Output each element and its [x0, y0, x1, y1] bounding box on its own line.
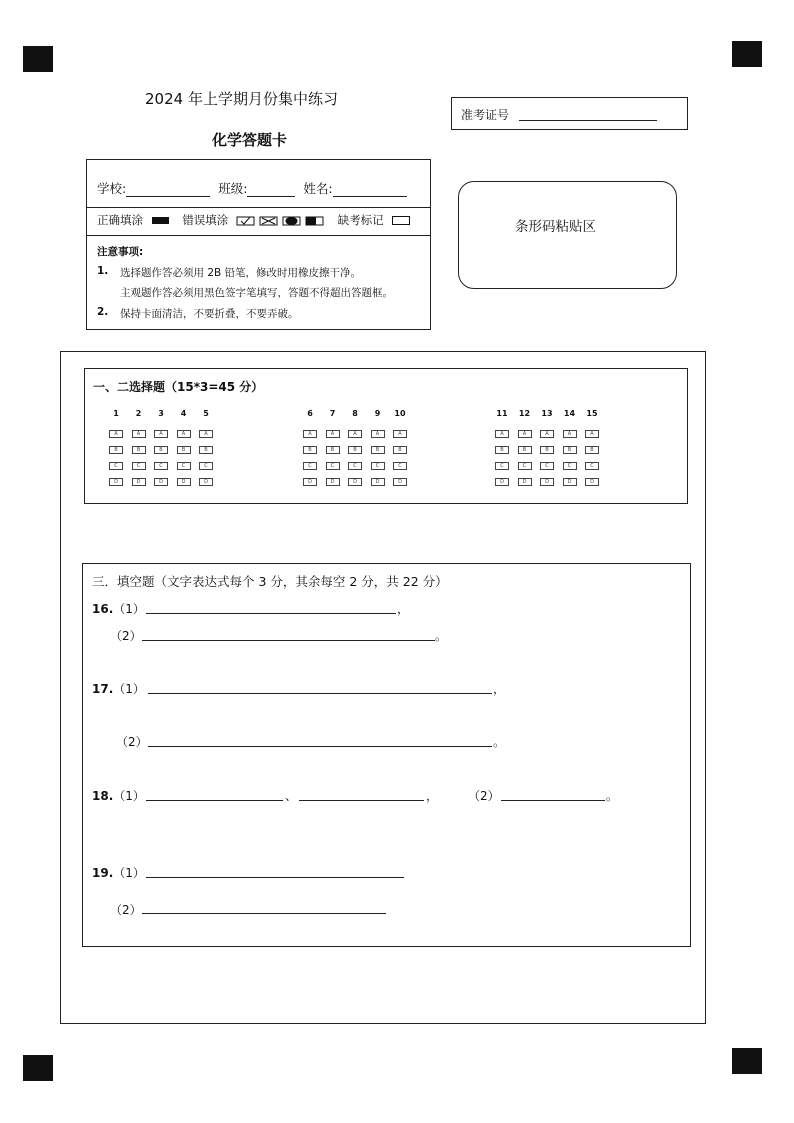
absent-mark-box[interactable]	[392, 216, 410, 225]
q17-part1-row	[92, 680, 145, 697]
option-bubble-q2-a[interactable]: A	[132, 430, 146, 438]
question-number-12: 12	[518, 409, 531, 418]
q19-part1-answer[interactable]	[146, 877, 404, 878]
option-bubble-q3-a[interactable]: A	[154, 430, 168, 438]
option-bubble-q2-d[interactable]: D	[132, 478, 146, 486]
q16-part2-row	[110, 627, 142, 644]
option-bubble-q1-d[interactable]: D	[109, 478, 123, 486]
q17-part2-answer[interactable]	[148, 746, 492, 747]
option-bubble-q4-d[interactable]: D	[177, 478, 191, 486]
option-bubble-q8-d[interactable]: D	[348, 478, 362, 486]
option-bubble-q15-a[interactable]: A	[585, 430, 599, 438]
option-bubble-q13-b[interactable]: B	[540, 446, 554, 454]
option-bubble-q1-a[interactable]: A	[109, 430, 123, 438]
q16-number: 16.	[92, 602, 114, 616]
option-bubble-q13-c[interactable]: C	[540, 462, 554, 470]
option-bubble-q6-a[interactable]: A	[303, 430, 317, 438]
q19-part1-row	[92, 864, 145, 881]
q17-number: 17.	[92, 682, 114, 696]
option-bubble-q9-a[interactable]: A	[371, 430, 385, 438]
q16-part2-label: （2）	[110, 629, 142, 643]
question-number-14: 14	[563, 409, 576, 418]
option-bubble-q14-b[interactable]: B	[563, 446, 577, 454]
q18-part2-period: 。	[606, 789, 619, 803]
q16-part1-answer[interactable]	[146, 613, 396, 614]
option-bubble-q12-a[interactable]: A	[518, 430, 532, 438]
option-bubble-q6-c[interactable]: C	[303, 462, 317, 470]
q16-part2-answer[interactable]	[142, 640, 435, 641]
option-bubble-q5-c[interactable]: C	[199, 462, 213, 470]
q16-part1-row	[92, 600, 145, 617]
option-bubble-q12-b[interactable]: B	[518, 446, 532, 454]
name-field[interactable]	[333, 182, 407, 197]
option-bubble-q15-d[interactable]: D	[585, 478, 599, 486]
question-number-5: 5	[203, 409, 209, 418]
option-bubble-q2-b[interactable]: B	[132, 446, 146, 454]
q17-part1-label: （1）	[113, 682, 145, 696]
corner-mark-top-right	[732, 41, 762, 67]
option-bubble-q3-b[interactable]: B	[154, 446, 168, 454]
absent-mark-label: 缺考标记	[337, 213, 384, 227]
question-number-10: 10	[394, 409, 406, 418]
option-bubble-q13-d[interactable]: D	[540, 478, 554, 486]
page-subtitle: 化学答题卡	[212, 131, 288, 149]
option-bubble-q7-a[interactable]: A	[326, 430, 340, 438]
q18-row	[92, 787, 145, 804]
q19-part2-answer[interactable]	[142, 913, 386, 914]
question-number-4: 4	[180, 409, 187, 418]
q16-part1-label: （1）	[113, 602, 145, 616]
page-title: 2024 年上学期月份集中练习	[145, 90, 338, 108]
q18-dun-mark: 、	[285, 789, 298, 803]
question-number-13: 13	[541, 409, 553, 418]
q18-part1-answer-a[interactable]	[146, 800, 283, 801]
q18-part1-comma: ，	[426, 789, 439, 803]
option-bubble-q4-a[interactable]: A	[177, 430, 191, 438]
q18-part1-label: （1）	[113, 789, 145, 803]
q18-part2-label: （2）	[468, 789, 500, 803]
option-bubble-q3-d[interactable]: D	[154, 478, 168, 486]
exam-id-field[interactable]	[519, 120, 657, 121]
option-bubble-q9-b[interactable]: B	[371, 446, 385, 454]
q17-part1-comma: ，	[493, 682, 506, 696]
option-bubble-q7-c[interactable]: C	[326, 462, 340, 470]
option-bubble-q5-d[interactable]: D	[199, 478, 213, 486]
class-label: 班级:	[218, 181, 248, 196]
option-bubble-q15-c[interactable]: C	[585, 462, 599, 470]
question-number-3: 3	[158, 409, 164, 418]
q17-part2-row	[116, 733, 148, 750]
correct-fill-label: 正确填涂	[97, 213, 143, 227]
option-bubble-q1-b[interactable]: B	[109, 446, 123, 454]
option-bubble-q14-a[interactable]: A	[563, 430, 577, 438]
option-bubble-q11-c[interactable]: C	[495, 462, 509, 470]
question-number-6: 6	[307, 409, 313, 418]
option-bubble-q10-c[interactable]: C	[393, 462, 407, 470]
wrong-fill-samples-icon	[236, 215, 328, 227]
corner-mark-bottom-right	[732, 1048, 762, 1074]
option-bubble-q10-d[interactable]: D	[393, 478, 407, 486]
q19-number: 19.	[92, 866, 114, 880]
option-bubble-q8-b[interactable]: B	[348, 446, 362, 454]
option-bubble-q12-d[interactable]: D	[518, 478, 532, 486]
option-bubble-q10-a[interactable]: A	[393, 430, 407, 438]
q16-part2-period: 。	[435, 629, 448, 643]
question-number-9: 9	[374, 409, 381, 418]
option-bubble-q11-a[interactable]: A	[495, 430, 509, 438]
option-bubble-q7-b[interactable]: B	[326, 446, 340, 454]
option-bubble-q3-c[interactable]: C	[154, 462, 168, 470]
option-bubble-q5-a[interactable]: A	[199, 430, 213, 438]
option-bubble-q6-b[interactable]: B	[303, 446, 317, 454]
question-number-7: 7	[329, 409, 336, 418]
q19-part2-label: （2）	[110, 903, 142, 917]
q18-part2-answer[interactable]	[501, 800, 605, 801]
option-bubble-q10-b[interactable]: B	[393, 446, 407, 454]
q19-part2-row	[110, 901, 142, 918]
option-bubble-q12-c[interactable]: C	[518, 462, 532, 470]
notes-title: 注意事项:	[97, 246, 144, 258]
option-bubble-q11-d[interactable]: D	[495, 478, 509, 486]
q17-part2-label: （2）	[116, 735, 148, 749]
option-bubble-q6-d[interactable]: D	[303, 478, 317, 486]
class-field[interactable]	[247, 182, 295, 197]
q18-number: 18.	[92, 789, 114, 803]
q18-part1-answer-b[interactable]	[299, 800, 424, 801]
fill-section	[82, 563, 691, 947]
q16-part1-comma: ，	[397, 602, 410, 616]
option-bubble-q9-d[interactable]: D	[371, 478, 385, 486]
school-field[interactable]	[126, 182, 210, 197]
option-bubble-q15-b[interactable]: B	[585, 446, 599, 454]
corner-mark-bottom-left	[23, 1055, 53, 1081]
q17-part1-answer[interactable]	[148, 693, 492, 694]
option-bubble-q13-a[interactable]: A	[540, 430, 554, 438]
barcode-area-label: 条形码粘贴区	[515, 219, 596, 235]
option-bubble-q14-c[interactable]: C	[563, 462, 577, 470]
choice-section-title: 一、二选择题（15*3=45 分）	[93, 380, 264, 394]
option-bubble-q4-b[interactable]: B	[177, 446, 191, 454]
q17-part2-period: 。	[493, 735, 506, 749]
info-box: 学校: 班级: 姓名: 正确填涂 错误填涂 缺考标记 注意事项: 1. 选择题作答必须用 2B 铅笔，修改时用橡皮擦干净。 主观题作答必须用黑色签字笔填写，答题不得超出答题框。 2. 保持卡面清洁，不要折叠，不要弄破。	[86, 159, 431, 330]
choice-grid	[85, 369, 687, 503]
option-bubble-q8-a[interactable]: A	[348, 430, 362, 438]
choice-section	[84, 368, 688, 504]
barcode-area	[458, 181, 677, 289]
option-bubble-q5-b[interactable]: B	[199, 446, 213, 454]
q19-part1-label: （1）	[113, 866, 145, 880]
option-bubble-q9-c[interactable]: C	[371, 462, 385, 470]
name-label: 姓名:	[303, 181, 333, 196]
question-number-11: 11	[496, 409, 508, 418]
exam-id-box	[451, 97, 688, 130]
option-bubble-q4-c[interactable]: C	[177, 462, 191, 470]
correct-fill-sample	[152, 217, 169, 224]
exam-id-label: 准考证号	[461, 108, 510, 122]
option-bubble-q7-d[interactable]: D	[326, 478, 340, 486]
question-number-15: 15	[586, 409, 598, 418]
wrong-fill-label: 错误填涂	[182, 213, 229, 227]
school-label: 学校:	[97, 181, 127, 196]
question-number-8: 8	[352, 409, 358, 418]
option-bubble-q11-b[interactable]: B	[495, 446, 509, 454]
option-bubble-q8-c[interactable]: C	[348, 462, 362, 470]
question-number-2: 2	[135, 409, 142, 418]
question-number-1: 1	[113, 409, 119, 418]
option-bubble-q1-c[interactable]: C	[109, 462, 123, 470]
corner-mark-top-left	[23, 46, 53, 72]
option-bubble-q2-c[interactable]: C	[132, 462, 146, 470]
option-bubble-q14-d[interactable]: D	[563, 478, 577, 486]
fill-section-title: 三．填空题（文字表达式每个 3 分，其余每空 2 分，共 22 分）	[92, 574, 448, 589]
